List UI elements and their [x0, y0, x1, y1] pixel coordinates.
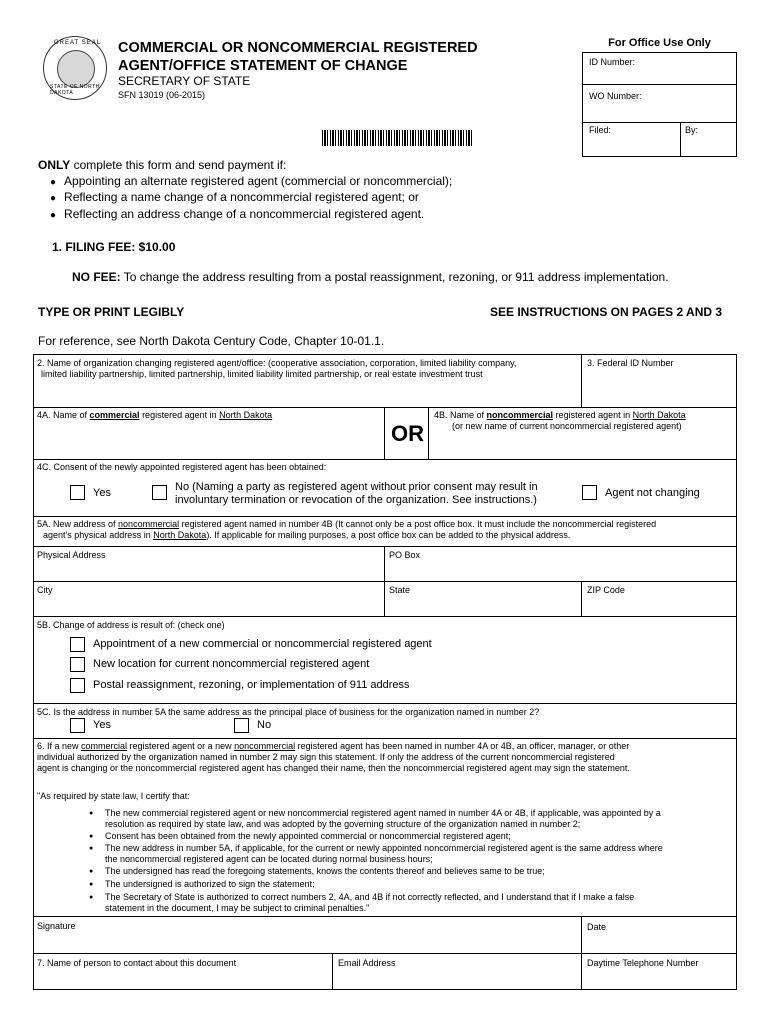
- same-address-yes-label: Yes: [93, 719, 111, 731]
- no-fee-note: NO FEE: To change the address resulting from a postal reassignment, rezoning, or 911 address implementation.: [72, 270, 669, 284]
- filed-label: Filed:: [589, 125, 612, 135]
- certify-bullet: ● The Secretary of State is authorized to correct numbers 2, 4A, and 4B if not correctly reflected, and I understand that if I make a false statement in the document, I may be subject to criminal penalties.": [105, 892, 735, 914]
- filing-fee: 1. FILING FEE: $10.00: [52, 240, 176, 254]
- field-4a-label: 4A. Name of commercial registered agent in North Dakota: [37, 410, 273, 420]
- email-address-label: Email Address: [338, 958, 396, 968]
- office-use-box: [582, 52, 737, 157]
- instructions-intro: ONLY complete this form and send payment if: ● Appointing an alternate registered agent (commercial or noncommercial); ● Reflecting a name change of a noncommercial registered agent; or ● Reflecting an address change of a noncommercial registered agent.: [38, 158, 452, 223]
- consent-yes-checkbox[interactable]: [70, 485, 85, 500]
- office-use-heading: For Office Use Only: [608, 37, 711, 49]
- agent-not-changing-label: Agent not changing: [605, 487, 700, 499]
- daytime-phone-label: Daytime Telephone Number: [587, 958, 699, 968]
- seal-emblem: [57, 50, 95, 88]
- consent-no-checkbox[interactable]: [152, 485, 167, 500]
- agent-not-changing-checkbox[interactable]: [582, 485, 597, 500]
- intro-bullet: ● Appointing an alternate registered agent (commercial or noncommercial);: [50, 174, 452, 191]
- certify-bullet: ● The undersigned is authorized to sign the statement;: [105, 879, 735, 890]
- postal-reassignment-label: Postal reassignment, rezoning, or implementation of 911 address: [93, 679, 410, 691]
- type-print-note: TYPE OR PRINT LEGIBLY: [38, 305, 185, 319]
- form-number: SFN 13019 (06-2015): [118, 90, 206, 100]
- postal-reassignment-checkbox[interactable]: [70, 678, 85, 693]
- form-title: COMMERCIAL OR NONCOMMERCIAL REGISTERED AGENT/OFFICE STATEMENT OF CHANGE: [118, 40, 478, 74]
- intro-bullet: ● Reflecting a name change of a noncommercial registered agent; or: [50, 190, 452, 207]
- field-4c-label: 4C. Consent of the newly appointed registered agent has been obtained:: [37, 462, 327, 472]
- state-label: State: [389, 585, 411, 595]
- certify-statement: "As required by state law, I certify that:: [37, 791, 190, 801]
- signature-label: Signature: [37, 921, 76, 931]
- reference-note: For reference, see North Dakota Century Code, Chapter 10-01.1.: [38, 334, 385, 348]
- same-address-no-label: No: [257, 719, 272, 731]
- city-label: City: [37, 585, 53, 595]
- certify-bullet: ● The new address in number 5A, if applicable, for the current or newly appointed noncommercial registered agent is the same address where the noncommercial registered agent can be located during normal business hours;: [105, 843, 735, 865]
- physical-address-label: Physical Address: [37, 550, 106, 560]
- field-4b-label: 4B. Name of noncommercial registered agent in North Dakota (or new name of current noncommercial registered agent): [434, 410, 686, 431]
- contact-person-label: 7. Name of person to contact about this document: [37, 958, 237, 968]
- field-6-text: 6. If a new commercial registered agent or a new noncommercial registered agent has been named in number 4A or 4B, an officer, manager, or other individual authorized by the organization named in number 2 may sign this statement. If only the address of the current noncommercial registered agent is changing or the noncommercial registered agent has changed their name, then the noncommercial registered agent may sign the statement.: [37, 741, 630, 773]
- new-location-label: New location for current noncommercial registered agent: [93, 658, 370, 670]
- field-2-label: 2. Name of organization changing registered agent/office: (cooperative association, corporation, limited liability company, limited liability partnership, limited partnership, limited liability limited partnership, or real estate investment trust: [37, 358, 517, 379]
- barcode: [322, 130, 472, 146]
- field-5a-label: 5A. New address of noncommercial registered agent named in number 4B (It cannot only be a post office box. It must include the noncommercial registered agent's physical address in North Dakota). If applicable for mailing purposes, a post office box can be added to the physical address.: [37, 519, 657, 540]
- date-label: Date: [587, 922, 607, 932]
- field-5c-label: 5C. Is the address in number 5A the same address as the principal place of business for the organization named in number 2?: [37, 707, 540, 717]
- new-location-checkbox[interactable]: [70, 657, 85, 672]
- field-3-label: 3. Federal ID Number: [587, 358, 674, 368]
- certify-bullet: ● Consent has been obtained from the newly appointed commercial or noncommercial registered agent;: [105, 831, 735, 842]
- seal-top-text: GREAT SEAL: [54, 40, 102, 46]
- po-box-label: PO Box: [389, 550, 421, 560]
- consent-no-label: No (Naming a party as registered agent without prior consent may result in involuntary termination or revocation of the organization. See instructions.): [175, 481, 538, 506]
- zip-code-label: ZIP Code: [587, 585, 625, 595]
- seal-bottom-text: STATE OF NORTH DAKOTA: [50, 84, 100, 96]
- by-label: By:: [685, 125, 699, 135]
- agency-name: SECRETARY OF STATE: [118, 74, 251, 88]
- certify-bullet: ● The undersigned has read the foregoing statements, knows the contents thereof and believes same to be true;: [105, 866, 735, 877]
- intro-bullet: ● Reflecting an address change of a noncommercial registered agent.: [50, 207, 452, 224]
- state-seal: [43, 36, 107, 100]
- field-5b-label: 5B. Change of address is result of: (check one): [37, 620, 225, 630]
- appointment-checkbox[interactable]: [70, 637, 85, 652]
- see-instructions-note: SEE INSTRUCTIONS ON PAGES 2 AND 3: [490, 305, 723, 319]
- appointment-label: Appointment of a new commercial or noncommercial registered agent: [93, 638, 432, 650]
- wo-number-label: WO Number:: [589, 91, 642, 101]
- consent-yes-label: Yes: [93, 487, 111, 499]
- same-address-yes-checkbox[interactable]: [70, 718, 85, 733]
- or-divider: OR: [391, 421, 424, 446]
- same-address-no-checkbox[interactable]: [234, 718, 249, 733]
- certify-bullet: ● The new commercial registered agent or new noncommercial registered agent named in number 4A or 4B, if applicable, was appointed by a resolution as required by state law, and was adopted by the governing structure of the organization named in number 2;: [105, 808, 735, 830]
- id-number-label: ID Number:: [589, 57, 636, 67]
